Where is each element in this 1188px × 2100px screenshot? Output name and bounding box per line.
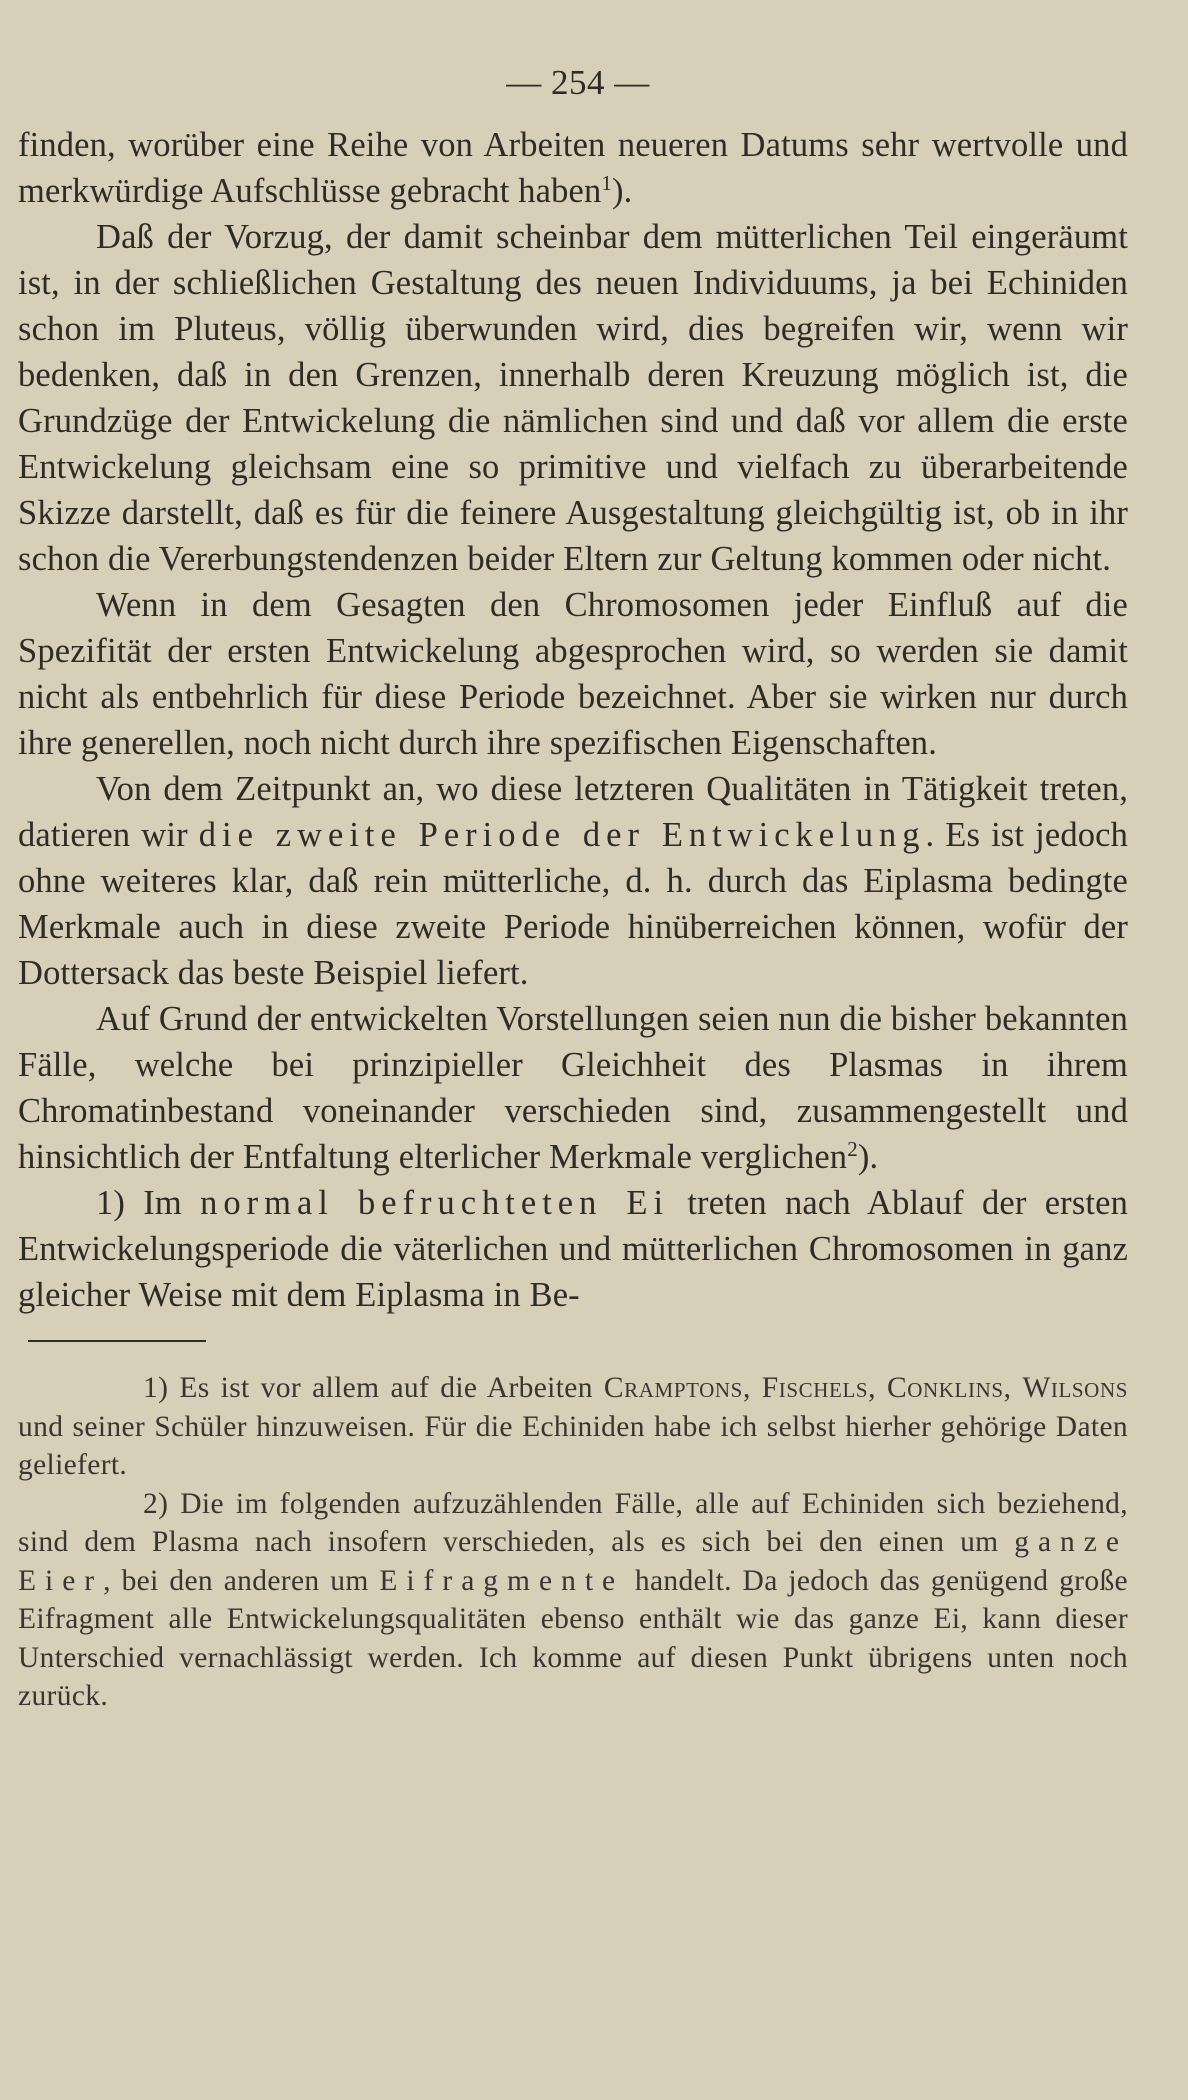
paragraph-6: [18, 1180, 1128, 1318]
main-text: [18, 122, 1128, 1318]
footnote-1-separator: ,: [868, 1372, 887, 1404]
paragraph-1-text: finden, worüber eine Reihe von Arbeiten neueren Datums sehr wertvolle und merkwürdige Aufschlüsse gebracht haben: [18, 126, 1128, 210]
paragraph-5-end: ).: [857, 1138, 879, 1176]
footnote-divider: [28, 1340, 206, 1342]
footnote-2-text: 2) Die im folgenden aufzuzählenden Fälle, alle auf Echiniden sich beziehend, sind dem Plasma nach insofern verschieden, als es sich bei den einen um: [18, 1487, 1128, 1558]
paragraph-4-start: Von dem Zeitpunkt an, wo diese letzteren Qualitäten in Tätigkeit treten, datieren wir: [18, 770, 1128, 854]
emphasis-normal-fertilized-egg: normal befruchteten Ei: [200, 1184, 670, 1222]
paragraph-6-start: 1) Im: [96, 1184, 201, 1222]
page-number: — 254 —: [506, 63, 650, 102]
paragraph-1-end: ).: [612, 172, 633, 210]
footnote-1-separator: ,: [742, 1372, 762, 1404]
footnote-1-rest: und seiner Schüler hinzuweisen. Für die Echiniden habe ich selbst hierher gehörige Daten geliefert.: [18, 1410, 1128, 1481]
paragraph-6-rest: treten nach Ablauf der ersten Entwickelungsperiode die väterlichen und mütterlichen Chromosomen in ganz gleicher Weise mit dem Eiplasma in Be-: [18, 1184, 1128, 1314]
footnote-2-middle: , bei den anderen um: [103, 1564, 380, 1597]
footnote-1-text: 1) Es ist vor allem auf die Arbeiten: [143, 1372, 604, 1404]
footnote-ref-1: 1: [601, 171, 613, 195]
paragraph-1: [18, 122, 1128, 214]
author-crampton: Cramptons: [603, 1372, 743, 1404]
footnote-1: [18, 1369, 1128, 1485]
author-conklin: Conklins: [886, 1372, 1004, 1404]
paragraph-3: Wenn in dem Gesagten den Chromosomen jeder Einfluß auf die Spezifität der ersten Entwickelung abgesprochen wird, so werden sie damit nicht als entbehrlich für diese Periode bezeichnet. Aber sie wirken nur durch ihre generellen, noch nicht durch ihre spezifischen Eigenschaften.: [18, 586, 1128, 762]
footnote-2: [18, 1485, 1128, 1716]
paragraph-2: Daß der Vorzug, der damit scheinbar dem mütterlichen Teil eingeräumt ist, in der schließlichen Gestaltung des neuen Individuums, ja bei Echiniden schon im Pluteus, völlig überwunden wird, dies begreifen wir, wenn wir bedenken, daß in den Grenzen, innerhalb deren Kreuzung möglich ist, die Grundzüge der Entwickelung die nämlichen sind und daß vor allem die erste Entwickelung gleichsam eine so primitive und vielfach zu überarbeitende Skizze darstellt, daß es für die feinere Ausgestaltung gleichgültig ist, ob in ihr schon die Vererbungstendenzen beider Eltern zur Geltung kommen oder nicht.: [18, 218, 1128, 578]
emphasis-whole-eggs: ganze Eier: [18, 1526, 1128, 1597]
footnotes: [18, 1369, 1128, 1716]
paragraph-5: [18, 996, 1128, 1180]
emphasis-egg-fragments: Eifragmente: [379, 1564, 625, 1597]
paragraph-5-text: Auf Grund der entwickelten Vorstellungen seien nun die bisher bekannten Fälle, welche bei prinzipieller Gleichheit des Plasmas in ihrem Chromatinbestand voneinander verschieden sind, zusammengestellt und hinsichtlich der Entfaltung elterlicher Merkmale verglichen: [18, 1000, 1128, 1176]
author-wilson: Wilsons: [1022, 1372, 1128, 1404]
emphasis-second-period: die zweite Periode der Entwickelung: [198, 816, 926, 854]
author-fischel: Fischels: [761, 1372, 869, 1404]
footnote-2-rest: handelt. Da jedoch das genügend große Eifragment alle Entwickelungsqualitäten ebenso enthält wie das ganze Ei, kann dieser Unterschied vernachlässigt werden. Ich komme auf diesen Punkt übrigens unten noch zurück.: [18, 1564, 1128, 1712]
footnote-ref-2: 2: [847, 1137, 858, 1161]
paragraph-4: [18, 766, 1128, 996]
paragraph-4-rest: . Es ist jedoch ohne weiteres klar, daß rein mütterliche, d. h. durch das Eiplasma bedingte Merkmale auch in diese zweite Periode hinüberreichen können, wofür der Dottersack das beste Beispiel liefert.: [18, 816, 1128, 992]
footnote-1-separator: ,: [1003, 1372, 1023, 1404]
